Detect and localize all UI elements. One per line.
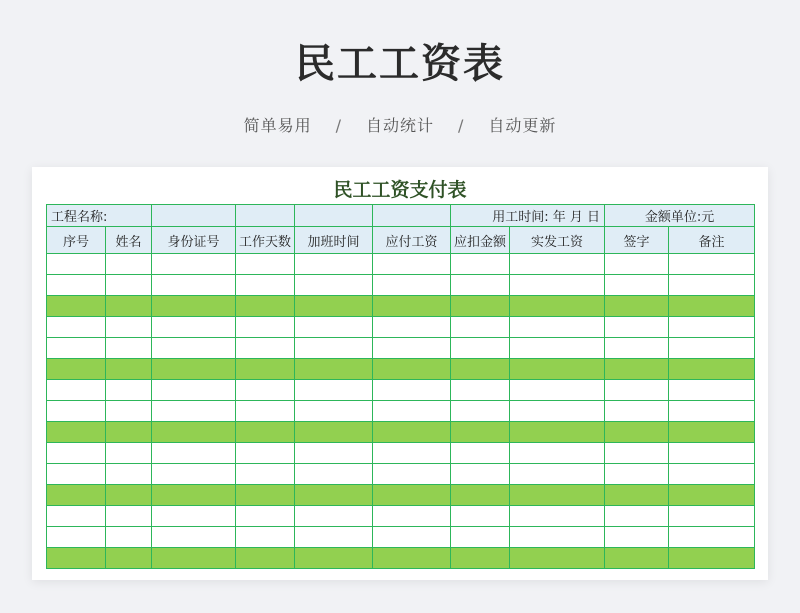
table-cell[interactable] bbox=[669, 422, 755, 443]
table-cell[interactable] bbox=[47, 317, 106, 338]
table-cell[interactable] bbox=[152, 464, 236, 485]
table-cell[interactable] bbox=[373, 464, 451, 485]
table-cell[interactable] bbox=[106, 359, 152, 380]
table-cell[interactable] bbox=[152, 359, 236, 380]
table-cell[interactable] bbox=[236, 548, 295, 569]
info-row bbox=[47, 205, 755, 227]
table-cell[interactable] bbox=[106, 254, 152, 275]
table-cell[interactable] bbox=[373, 380, 451, 401]
table-cell[interactable] bbox=[236, 443, 295, 464]
table-row bbox=[47, 254, 755, 275]
spreadsheet-preview bbox=[32, 167, 768, 580]
table-cell[interactable] bbox=[373, 506, 451, 527]
table-cell[interactable] bbox=[451, 527, 510, 548]
table-cell[interactable] bbox=[373, 443, 451, 464]
table-cell[interactable] bbox=[510, 338, 605, 359]
table-row bbox=[47, 548, 755, 569]
table-cell[interactable] bbox=[605, 506, 669, 527]
work-time-value: 年 月 日 bbox=[552, 210, 601, 225]
table-cell[interactable] bbox=[47, 254, 106, 275]
table-cell[interactable] bbox=[510, 443, 605, 464]
table-row bbox=[47, 401, 755, 422]
table-cell[interactable] bbox=[510, 401, 605, 422]
table-cell[interactable] bbox=[236, 317, 295, 338]
work-time-label: 用工时间: bbox=[492, 210, 549, 225]
table-cell[interactable] bbox=[295, 275, 373, 296]
table-row bbox=[47, 296, 755, 317]
table-cell[interactable] bbox=[152, 548, 236, 569]
info-cell[interactable] bbox=[295, 205, 373, 227]
table-cell[interactable] bbox=[510, 275, 605, 296]
table-cell[interactable] bbox=[295, 485, 373, 506]
wage-table bbox=[46, 204, 755, 569]
table-cell[interactable] bbox=[106, 401, 152, 422]
table-cell[interactable] bbox=[295, 527, 373, 548]
column-header-deduction: 应扣金额 bbox=[451, 227, 510, 254]
table-cell[interactable] bbox=[236, 506, 295, 527]
project-name-cell[interactable] bbox=[152, 205, 236, 227]
table-cell[interactable] bbox=[373, 422, 451, 443]
table-cell[interactable] bbox=[510, 548, 605, 569]
table-cell[interactable] bbox=[236, 275, 295, 296]
table-cell[interactable] bbox=[47, 296, 106, 317]
table-cell[interactable] bbox=[510, 422, 605, 443]
table-cell[interactable] bbox=[236, 401, 295, 422]
table-cell[interactable] bbox=[152, 275, 236, 296]
table-cell[interactable] bbox=[106, 338, 152, 359]
table-cell[interactable] bbox=[106, 317, 152, 338]
work-time-cell[interactable] bbox=[451, 205, 605, 227]
table-row bbox=[47, 338, 755, 359]
table-cell[interactable] bbox=[510, 296, 605, 317]
table-cell[interactable] bbox=[451, 464, 510, 485]
table-cell[interactable] bbox=[605, 317, 669, 338]
table-cell[interactable] bbox=[373, 275, 451, 296]
table-cell[interactable] bbox=[605, 527, 669, 548]
table-row bbox=[47, 275, 755, 296]
table-cell[interactable] bbox=[451, 443, 510, 464]
table-cell[interactable] bbox=[451, 254, 510, 275]
feature-tagline bbox=[0, 113, 800, 136]
table-cell[interactable] bbox=[451, 338, 510, 359]
table-cell[interactable] bbox=[373, 485, 451, 506]
table-cell[interactable] bbox=[451, 548, 510, 569]
table-cell[interactable] bbox=[152, 422, 236, 443]
table-cell[interactable] bbox=[605, 422, 669, 443]
column-header-wage-payable: 应付工资 bbox=[373, 227, 451, 254]
table-cell[interactable] bbox=[605, 380, 669, 401]
table-cell[interactable] bbox=[605, 254, 669, 275]
table-cell[interactable] bbox=[669, 527, 755, 548]
table-cell[interactable] bbox=[295, 422, 373, 443]
table-cell[interactable] bbox=[295, 359, 373, 380]
table-cell[interactable] bbox=[669, 401, 755, 422]
table-row bbox=[47, 317, 755, 338]
table-cell[interactable] bbox=[451, 317, 510, 338]
table-cell[interactable] bbox=[669, 359, 755, 380]
table-row bbox=[47, 464, 755, 485]
table-cell[interactable] bbox=[236, 485, 295, 506]
feature-auto-stats: 自动统计 bbox=[365, 116, 434, 135]
table-row bbox=[47, 422, 755, 443]
table-cell[interactable] bbox=[669, 338, 755, 359]
currency-unit-label: 金额单位:元 bbox=[605, 205, 755, 227]
table-cell[interactable] bbox=[669, 485, 755, 506]
sheet-title: 民工工资支付表 bbox=[333, 179, 467, 201]
column-header-work-days: 工作天数 bbox=[236, 227, 295, 254]
table-cell[interactable] bbox=[373, 296, 451, 317]
table-row bbox=[47, 359, 755, 380]
table-cell[interactable] bbox=[47, 359, 106, 380]
table-cell[interactable] bbox=[451, 380, 510, 401]
project-name-label: 工程名称: bbox=[47, 205, 152, 227]
table-cell[interactable] bbox=[236, 296, 295, 317]
table-cell[interactable] bbox=[236, 359, 295, 380]
info-cell[interactable] bbox=[373, 205, 451, 227]
table-cell[interactable] bbox=[373, 548, 451, 569]
table-cell[interactable] bbox=[106, 548, 152, 569]
column-header-id-number: 身份证号 bbox=[152, 227, 236, 254]
table-cell[interactable] bbox=[451, 422, 510, 443]
table-cell[interactable] bbox=[106, 296, 152, 317]
table-cell[interactable] bbox=[236, 464, 295, 485]
table-cell[interactable] bbox=[47, 527, 106, 548]
table-cell[interactable] bbox=[451, 359, 510, 380]
table-cell[interactable] bbox=[605, 401, 669, 422]
column-header-name: 姓名 bbox=[106, 227, 152, 254]
feature-auto-update: 自动更新 bbox=[488, 116, 557, 135]
table-cell[interactable] bbox=[152, 296, 236, 317]
table-cell[interactable] bbox=[152, 443, 236, 464]
table-cell[interactable] bbox=[451, 506, 510, 527]
table-cell[interactable] bbox=[510, 506, 605, 527]
column-header-index: 序号 bbox=[47, 227, 106, 254]
table-cell[interactable] bbox=[106, 380, 152, 401]
table-cell[interactable] bbox=[152, 485, 236, 506]
table-cell[interactable] bbox=[669, 254, 755, 275]
table-cell[interactable] bbox=[295, 380, 373, 401]
table-cell[interactable] bbox=[106, 443, 152, 464]
table-cell[interactable] bbox=[106, 464, 152, 485]
table-cell[interactable] bbox=[106, 422, 152, 443]
table-cell[interactable] bbox=[152, 506, 236, 527]
table-cell[interactable] bbox=[605, 338, 669, 359]
table-cell[interactable] bbox=[295, 296, 373, 317]
separator: / bbox=[458, 116, 465, 135]
table-cell[interactable] bbox=[152, 401, 236, 422]
table-cell[interactable] bbox=[510, 380, 605, 401]
table-cell[interactable] bbox=[373, 254, 451, 275]
table-cell[interactable] bbox=[295, 338, 373, 359]
table-cell[interactable] bbox=[47, 485, 106, 506]
table-cell[interactable] bbox=[669, 548, 755, 569]
table-cell[interactable] bbox=[152, 527, 236, 548]
table-cell[interactable] bbox=[47, 401, 106, 422]
table-cell[interactable] bbox=[451, 401, 510, 422]
table-cell[interactable] bbox=[510, 485, 605, 506]
table-cell[interactable] bbox=[47, 338, 106, 359]
table-cell[interactable] bbox=[605, 275, 669, 296]
table-cell[interactable] bbox=[152, 380, 236, 401]
table-row bbox=[47, 380, 755, 401]
table-cell[interactable] bbox=[47, 422, 106, 443]
table-cell[interactable] bbox=[106, 485, 152, 506]
table-cell[interactable] bbox=[47, 464, 106, 485]
table-cell[interactable] bbox=[295, 317, 373, 338]
column-header-net-wage: 实发工资 bbox=[510, 227, 605, 254]
table-cell[interactable] bbox=[106, 275, 152, 296]
table-cell[interactable] bbox=[152, 338, 236, 359]
table-cell[interactable] bbox=[106, 527, 152, 548]
table-row bbox=[47, 527, 755, 548]
separator: / bbox=[335, 116, 342, 135]
table-cell[interactable] bbox=[510, 527, 605, 548]
table-row bbox=[47, 443, 755, 464]
table-cell[interactable] bbox=[669, 296, 755, 317]
table-cell[interactable] bbox=[605, 485, 669, 506]
column-header-signature: 签字 bbox=[605, 227, 669, 254]
table-cell[interactable] bbox=[236, 422, 295, 443]
table-cell[interactable] bbox=[669, 380, 755, 401]
table-cell[interactable] bbox=[152, 317, 236, 338]
table-cell[interactable] bbox=[236, 338, 295, 359]
table-cell[interactable] bbox=[373, 401, 451, 422]
table-cell[interactable] bbox=[605, 443, 669, 464]
table-cell[interactable] bbox=[510, 464, 605, 485]
info-cell[interactable] bbox=[236, 205, 295, 227]
feature-easy: 简单易用 bbox=[243, 116, 312, 135]
table-cell[interactable] bbox=[106, 506, 152, 527]
table-row bbox=[47, 485, 755, 506]
table-row bbox=[47, 506, 755, 527]
table-cell[interactable] bbox=[47, 506, 106, 527]
table-cell[interactable] bbox=[605, 464, 669, 485]
table-cell[interactable] bbox=[295, 548, 373, 569]
table-cell[interactable] bbox=[295, 254, 373, 275]
table-cell[interactable] bbox=[152, 254, 236, 275]
column-header-remarks: 备注 bbox=[669, 227, 755, 254]
column-header-overtime: 加班时间 bbox=[295, 227, 373, 254]
table-cell[interactable] bbox=[605, 296, 669, 317]
table-cell[interactable] bbox=[451, 296, 510, 317]
table-cell[interactable] bbox=[510, 359, 605, 380]
table-cell[interactable] bbox=[47, 380, 106, 401]
table-cell[interactable] bbox=[451, 275, 510, 296]
table-cell[interactable] bbox=[47, 443, 106, 464]
table-cell[interactable] bbox=[236, 527, 295, 548]
page-title: 民工工资表 bbox=[295, 41, 505, 87]
table-cell[interactable] bbox=[669, 443, 755, 464]
table-cell[interactable] bbox=[47, 275, 106, 296]
table-cell[interactable] bbox=[669, 506, 755, 527]
table-cell[interactable] bbox=[605, 548, 669, 569]
table-cell[interactable] bbox=[295, 401, 373, 422]
table-cell[interactable] bbox=[295, 464, 373, 485]
table-cell[interactable] bbox=[373, 527, 451, 548]
table-cell[interactable] bbox=[510, 254, 605, 275]
table-cell[interactable] bbox=[451, 485, 510, 506]
table-cell[interactable] bbox=[669, 464, 755, 485]
table-cell[interactable] bbox=[236, 254, 295, 275]
table-cell[interactable] bbox=[373, 359, 451, 380]
table-cell[interactable] bbox=[295, 506, 373, 527]
table-cell[interactable] bbox=[373, 338, 451, 359]
header-row bbox=[47, 227, 755, 254]
table-cell[interactable] bbox=[510, 317, 605, 338]
table-cell[interactable] bbox=[295, 443, 373, 464]
table-cell[interactable] bbox=[47, 548, 106, 569]
table-cell[interactable] bbox=[236, 380, 295, 401]
table-cell[interactable] bbox=[669, 317, 755, 338]
table-cell[interactable] bbox=[373, 317, 451, 338]
table-cell[interactable] bbox=[669, 275, 755, 296]
table-cell[interactable] bbox=[605, 359, 669, 380]
